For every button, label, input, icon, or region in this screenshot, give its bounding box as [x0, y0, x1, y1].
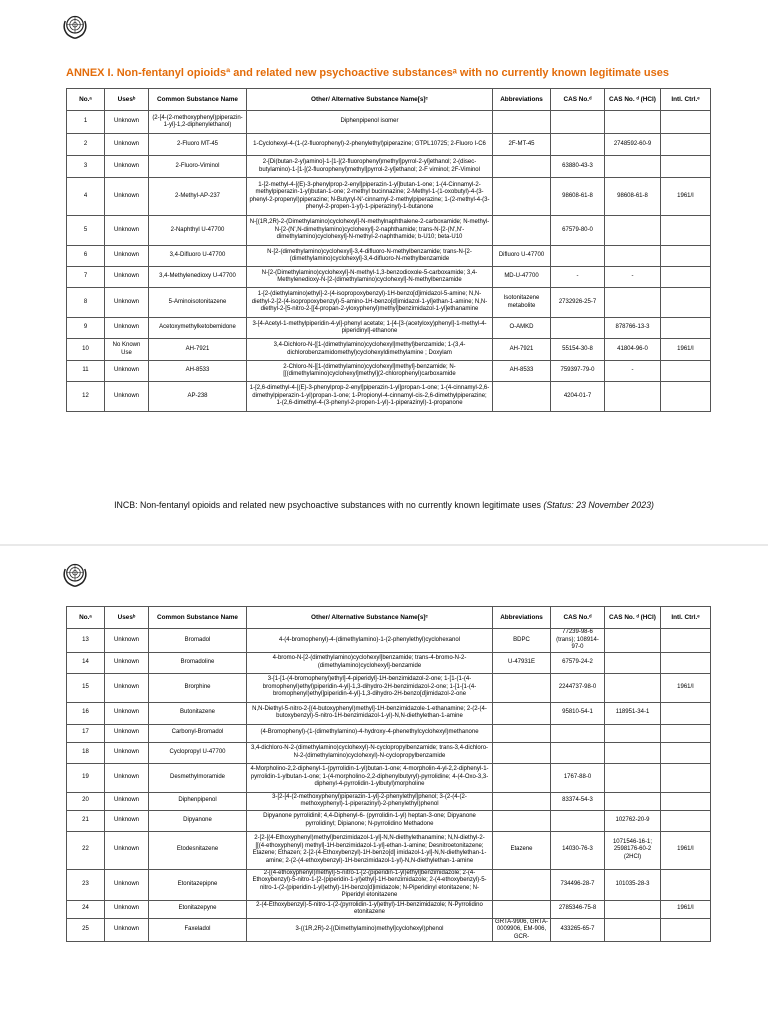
cell-other-names: N-[(1R,2R)-2-(Dimethylamino)cyclohexyl]-N-methylnaphthalene-2-carboxamide; N-methyl-N-[2-(N',N-dimethylamino)cyclohexyl]-2-naphthamide; trans-N-[2-(N',N'-dimethylamino)cyclohexyl]-N-methyl-2-naphthamide; b-U10; beta-U10 [247, 216, 493, 246]
cell-cas-hcl [605, 288, 661, 318]
cell-uses: Unknown [105, 792, 149, 810]
cell-intl-ctrl [661, 361, 711, 382]
cell-abbreviations [493, 810, 551, 831]
cell-cas [551, 742, 605, 763]
cell-uses: Unknown [105, 742, 149, 763]
cell-cas-hcl: 102762-20-9 [605, 810, 661, 831]
cell-no: 23 [67, 869, 105, 900]
cell-no: 8 [67, 288, 105, 318]
table-header-row [67, 607, 711, 629]
cell-intl-ctrl [661, 288, 711, 318]
cell-intl-ctrl [661, 382, 711, 412]
table-row [67, 339, 711, 361]
cell-abbreviations: Isotonitazene metabolite [493, 288, 551, 318]
cell-intl-ctrl: 1961/I [661, 673, 711, 702]
table-row [67, 267, 711, 288]
table-row [67, 763, 711, 792]
cell-no: 22 [67, 831, 105, 869]
table-row [67, 831, 711, 869]
cell-uses: Unknown [105, 156, 149, 178]
cell-intl-ctrl [661, 134, 711, 156]
cell-common-name: Desmethylmoramide [149, 763, 247, 792]
cell-abbreviations [493, 792, 551, 810]
cell-other-names: 3,4-dichloro-N-2-(dimethylamino)cyclohexyl)-N-cyclopropylbenzamide; trans-3,4-dichloro-N-2-(dimethylamino)cyclohexyl)-N-cyclopropylbenzamide [247, 742, 493, 763]
header-cas: CAS No.ᵈ [551, 607, 605, 629]
cell-common-name: Bromadol [149, 629, 247, 653]
cell-other-names: 1-[2,6-dimethyl-4-[(E)-3-phenylprop-2-enyl]piperazin-1-yl]propan-1-one; 1-(4-cinnamyl-2,6-dimethylpiperazin-1-yl)propan-1-one; 1-Propionyl-4-cinnamyl-cis-2,6-dimethylpiperazine; 1-(2,6-dimethyl-4-(3-phenyl-2-propen-1-yl)-1-piperazinyl)-1-propanone [247, 382, 493, 412]
cell-no: 4 [67, 178, 105, 216]
header-cas: CAS No.ᵈ [551, 89, 605, 111]
cell-cas-hcl: - [605, 267, 661, 288]
cell-intl-ctrl [661, 869, 711, 900]
cell-abbreviations [493, 900, 551, 918]
cell-cas-hcl [605, 724, 661, 742]
cell-uses: Unknown [105, 216, 149, 246]
table-row [67, 918, 711, 942]
table-row [67, 673, 711, 702]
header-common-name: Common Substance Name [149, 607, 247, 629]
cell-common-name: Etonitazepyne [149, 900, 247, 918]
cell-abbreviations [493, 763, 551, 792]
cell-no: 14 [67, 652, 105, 673]
cell-abbreviations [493, 702, 551, 724]
cell-common-name: Dipyanone [149, 810, 247, 831]
cell-other-names: N-[2-(Dimethylamino)cyclohexyl]-N-methyl-1,3-benzodioxole-5-carboxamide; 3,4-Methylenedioxy-N-[2-(dimethylamino)cyclohexyl]-N-methylbenzamide [247, 267, 493, 288]
table-row [67, 156, 711, 178]
cell-intl-ctrl [661, 111, 711, 134]
page-divider [0, 544, 768, 546]
cell-cas-hcl [605, 216, 661, 246]
cell-other-names: Diphenpipenol isomer [247, 111, 493, 134]
cell-common-name: AH-8533 [149, 361, 247, 382]
cell-intl-ctrl: 1961/I [661, 831, 711, 869]
cell-uses: Unknown [105, 900, 149, 918]
table-row [67, 810, 711, 831]
cell-abbreviations: AH-7921 [493, 339, 551, 361]
annex-title: ANNEX I. Non-fentanyl opioidsª and related new psychoactive substancesᵃ with no currently known legitimate uses [66, 67, 669, 79]
cell-no: 18 [67, 742, 105, 763]
cell-no: 25 [67, 918, 105, 942]
header-uses: Usesᵇ [105, 89, 149, 111]
cell-cas: 2244737-98-0 [551, 673, 605, 702]
table-row [67, 702, 711, 724]
cell-other-names: 4-bromo-N-[2-(dimethylamino)cyclohexyl]benzamide; trans-4-bromo-N-2-(dimethylamino)cyclohexyl]-benzamide [247, 652, 493, 673]
cell-cas: 734496-28-7 [551, 869, 605, 900]
cell-other-names: 3,4-Dichloro-N-{[1-(dimethylamino)cyclohexyl]methyl}benzamide; 1-(3,4-dichlorobenzamidomethyl)cyclohexyldimethylamine ; Doxylam [247, 339, 493, 361]
cell-other-names: 1-[2-(diethylamino)ethyl]-2-(4-isopropoxybenzyl)-1H-benzo[d]imidazol-5-amine; N,N-diethyl-2-[2-(4-isopropoxybenzyl)-5-amino-1H-benzo[d]imidazol-1-yl]ethan-1-amine; N,N-diethyl-2-[5-nitro-2-[[4-propan-2-yloxyphenyl)methyl]benzimidazol-1-yl]ethanamine [247, 288, 493, 318]
cell-common-name: Cyclopropyl U-47700 [149, 742, 247, 763]
cell-other-names: 2-[Di(butan-2-yl)amino]-1-[1-[(2-fluorophenyl)methyl]pyrrol-2-yl]ethanol; 2-(disec-butylamino)-1-[1-[(2-fluorophenyl)methyl]pyrrol-2-yl]ethanol; 2-F viminol; 2F-Viminol [247, 156, 493, 178]
cell-abbreviations: GRTA-9906, GRTA-0009906, EM-906, GCR- [493, 918, 551, 942]
cell-no: 1 [67, 111, 105, 134]
cell-cas [551, 724, 605, 742]
header-cas-hcl: CAS No. ᵈ (HCl) [605, 89, 661, 111]
cell-uses: Unknown [105, 111, 149, 134]
cell-common-name: 5-Aminoisotonitazene [149, 288, 247, 318]
cell-cas-hcl: - [605, 361, 661, 382]
cell-no: 7 [67, 267, 105, 288]
cell-common-name: Diphenpipenol [149, 792, 247, 810]
header-other-names: Other/ Alternative Substance Name[s]ᶜ [247, 607, 493, 629]
cell-cas-hcl [605, 629, 661, 653]
cell-cas: 433265-65-7 [551, 918, 605, 942]
cell-cas [551, 246, 605, 267]
cell-intl-ctrl: 1961/I [661, 339, 711, 361]
status-line [0, 500, 768, 510]
table-body-page-2 [67, 629, 711, 942]
cell-cas-hcl: 1071546-16-1; 2598176-60-2 (2HCl) [605, 831, 661, 869]
cell-intl-ctrl [661, 156, 711, 178]
cell-intl-ctrl: 1961/I [661, 178, 711, 216]
cell-common-name: AH-7921 [149, 339, 247, 361]
cell-common-name: Faxeladol [149, 918, 247, 942]
cell-uses: Unknown [105, 382, 149, 412]
cell-other-names: 4-Morpholino-2,2-diphenyl-1-(pyrrolidin-1-yl)butan-1-one; 4-morpholin-4-yl-2,2-diphenyl-1-pyrrolidin-1-ylbutan-1-one; 1-(4-morpholino-2,2-diphenylbutyryl)-pyrrolidine; 4-(4-Oxo-3,3-diphenyl-4-pyrrolidin-1-ylbutyl)morpholine [247, 763, 493, 792]
cell-common-name: Carbonyl-Bromadol [149, 724, 247, 742]
table-row [67, 629, 711, 653]
cell-no: 11 [67, 361, 105, 382]
cell-cas: 77239-98-6 (trans); 108914-97-0 [551, 629, 605, 653]
document-page-2 [0, 548, 768, 1024]
header-cas-hcl: CAS No. ᵈ (HCl) [605, 607, 661, 629]
cell-cas: 759397-79-0 [551, 361, 605, 382]
table-row [67, 134, 711, 156]
header-abbreviations: Abbreviations [493, 89, 551, 111]
cell-intl-ctrl [661, 763, 711, 792]
cell-cas-hcl [605, 246, 661, 267]
cell-common-name: 3,4-Difluoro U-47700 [149, 246, 247, 267]
cell-intl-ctrl [661, 246, 711, 267]
table-body-page-1 [67, 111, 711, 412]
cell-cas-hcl [605, 918, 661, 942]
cell-intl-ctrl [661, 652, 711, 673]
header-other-names: Other/ Alternative Substance Name[s]ᶜ [247, 89, 493, 111]
table-row [67, 724, 711, 742]
header-uses: Usesᵇ [105, 607, 149, 629]
cell-abbreviations: U-47931E [493, 652, 551, 673]
cell-abbreviations: AH-8533 [493, 361, 551, 382]
header-abbreviations: Abbreviations [493, 607, 551, 629]
cell-common-name: Bromadoline [149, 652, 247, 673]
cell-common-name: Etonitazepipne [149, 869, 247, 900]
cell-cas: 2732926-25-7 [551, 288, 605, 318]
cell-no: 6 [67, 246, 105, 267]
cell-abbreviations [493, 156, 551, 178]
un-emblem-logo [60, 12, 90, 42]
table-header-row [67, 89, 711, 111]
table-row [67, 216, 711, 246]
cell-uses: No Known Use [105, 339, 149, 361]
cell-abbreviations [493, 178, 551, 216]
header-common-name: Common Substance Name [149, 89, 247, 111]
table-row [67, 318, 711, 339]
cell-common-name: 2-Fluoro-Viminol [149, 156, 247, 178]
cell-cas-hcl [605, 111, 661, 134]
cell-abbreviations [493, 111, 551, 134]
cell-common-name: AP-238 [149, 382, 247, 412]
cell-uses: Unknown [105, 763, 149, 792]
cell-abbreviations [493, 869, 551, 900]
cell-other-names: 2-Chloro-N-[[1-(dimethylamino)cyclohexyl]methyl]-benzamide; N-[[(dimethylamino)cyclohexyl]methyl](2-chlorophenyl)carboxamide [247, 361, 493, 382]
cell-no: 15 [67, 673, 105, 702]
table-row [67, 178, 711, 216]
cell-cas-hcl [605, 156, 661, 178]
cell-cas [551, 134, 605, 156]
status-date: (Status: 23 November 2023) [543, 500, 654, 510]
cell-abbreviations [493, 382, 551, 412]
table-row [67, 652, 711, 673]
header-intl-ctrl: Intl. Ctrl.ᵉ [661, 607, 711, 629]
header-intl-ctrl: Intl. Ctrl.ᵉ [661, 89, 711, 111]
cell-uses: Unknown [105, 831, 149, 869]
cell-cas: 63880-43-3 [551, 156, 605, 178]
cell-common-name: Etodesnitazene [149, 831, 247, 869]
cell-uses: Unknown [105, 246, 149, 267]
cell-uses: Unknown [105, 178, 149, 216]
cell-common-name: 2-Fluoro MT-45 [149, 134, 247, 156]
cell-cas: 2785346-75-8 [551, 900, 605, 918]
cell-other-names: 4-(4-bromophenyl)-4-(dimethylamino)-1-(2-phenylethyl)cyclohexanol [247, 629, 493, 653]
table-row [67, 869, 711, 900]
cell-cas: 4204-01-7 [551, 382, 605, 412]
cell-cas-hcl [605, 652, 661, 673]
cell-cas-hcl [605, 792, 661, 810]
cell-intl-ctrl [661, 724, 711, 742]
cell-intl-ctrl [661, 792, 711, 810]
cell-other-names: (4-Bromophenyl)-(1-(dimethylamino)-4-hydroxy-4-phenethylcyclohexyl)methanone [247, 724, 493, 742]
cell-no: 20 [67, 792, 105, 810]
cell-other-names: N-[2-(dimethylamino)cyclohexyl]-3,4-difluoro-N-methylbenzamide; trans-N-[2-(dimethylamino)cyclohexyl]-3,4-difluoro-N-methylbenzamide [247, 246, 493, 267]
cell-common-name: 2-Methyl-AP-237 [149, 178, 247, 216]
cell-no: 2 [67, 134, 105, 156]
cell-cas: - [551, 267, 605, 288]
cell-no: 9 [67, 318, 105, 339]
cell-other-names: 3-[2-[4-(2-methoxyphenyl)piperazin-1-yl]-2-phenylethyl]phenol; 3-(2-(4-(2-methoxyphenyl)-1-piperazinyl)-2-phenylethyl)phenol [247, 792, 493, 810]
cell-other-names: 1-Cyclohexyl-4-(1-(2-fluorophenyl)-2-phenylethyl)piperazine; GTPL10725; 2-Fluoro I-C6 [247, 134, 493, 156]
cell-common-name: Acetoxymethylketobemidone [149, 318, 247, 339]
table-row [67, 111, 711, 134]
cell-intl-ctrl [661, 318, 711, 339]
cell-no: 13 [67, 629, 105, 653]
cell-intl-ctrl: 1961/I [661, 900, 711, 918]
cell-cas-hcl [605, 382, 661, 412]
cell-cas-hcl [605, 673, 661, 702]
cell-common-name: 3,4-Methylenedioxy U-47700 [149, 267, 247, 288]
cell-intl-ctrl [661, 702, 711, 724]
table-row [67, 288, 711, 318]
cell-no: 21 [67, 810, 105, 831]
cell-cas: 67579-80-0 [551, 216, 605, 246]
cell-other-names: N,N-Diethyl-5-nitro-2-[(4-butoxyphenyl)methyl]-1H-benzimidazole-1-ethanamine; 2-(2-(4-butoxybenzyl)-5-nitro-1H-benzimidazol-1-yl)-N,N-diethylethan-1-amine [247, 702, 493, 724]
table-row [67, 361, 711, 382]
table-row [67, 900, 711, 918]
cell-other-names: 3-((1R,2R)-2-[(Dimethylamino)methyl]cyclohexyl)phenol [247, 918, 493, 942]
cell-common-name: Butonitazene [149, 702, 247, 724]
cell-cas: 98608-61-8 [551, 178, 605, 216]
header-no: No.ᵃ [67, 89, 105, 111]
cell-uses: Unknown [105, 673, 149, 702]
cell-other-names: 3-[4-Acetyl-1-methylpiperidin-4-yl]-phenyl acetate; 1-[4-[3-(acetyloxy)phenyl]-1-methyl-4-piperidinyl]-ethanone [247, 318, 493, 339]
cell-intl-ctrl [661, 216, 711, 246]
cell-intl-ctrl [661, 918, 711, 942]
table-row [67, 742, 711, 763]
cell-common-name: (2-[4-(2-methoxyphenyl)piperazin-1-yl]-1,2-diphenylethanol) [149, 111, 247, 134]
cell-uses: Unknown [105, 724, 149, 742]
cell-uses: Unknown [105, 629, 149, 653]
cell-common-name: Brorphine [149, 673, 247, 702]
cell-cas: 55154-30-8 [551, 339, 605, 361]
table-row [67, 246, 711, 267]
cell-no: 3 [67, 156, 105, 178]
cell-cas: 67579-24-2 [551, 652, 605, 673]
cell-no: 19 [67, 763, 105, 792]
cell-cas: 14030-76-3 [551, 831, 605, 869]
cell-other-names: Dipyanone pyrrolidinil; 4,4-Diphenyl-6- (pyrrolidin-1-yl) heptan-3-one; Dipyanone pyrrolidinyl; Dipianone; N-pyrrolidino Methadone [247, 810, 493, 831]
cell-cas-hcl: 98608-61-8 [605, 178, 661, 216]
cell-other-names: 3-[1-[1-(4-bromophenyl)ethyl]-4-piperidyl]-1H-benzimidazol-2-one; 1-[1-(1-(4-bromophenyl)ethyl)piperidin-4-yl]-1,3-dihydro-2H-benzimidazol-2-one; 1-[1-[1-(4-bromophenyl)ethyl]piperidin-4-yl]-1,3-dihydro-2H-benzo[d]imidazol-2-one [247, 673, 493, 702]
cell-no: 24 [67, 900, 105, 918]
substances-table-page-2 [66, 606, 711, 942]
cell-no: 5 [67, 216, 105, 246]
cell-cas: 95810-54-1 [551, 702, 605, 724]
cell-other-names: 2-(4-Ethoxybenzyl)-5-nitro-1-(2-(pyrrolidin-1-yl)ethyl)-1H-benzimidazole; N-Pyrrolidino etonitazene [247, 900, 493, 918]
cell-cas-hcl: 878766-13-3 [605, 318, 661, 339]
cell-no: 17 [67, 724, 105, 742]
cell-abbreviations [493, 724, 551, 742]
cell-cas-hcl [605, 742, 661, 763]
cell-uses: Unknown [105, 869, 149, 900]
un-emblem-logo [60, 560, 90, 590]
cell-cas-hcl: 101035-28-3 [605, 869, 661, 900]
cell-abbreviations: MD-U-47700 [493, 267, 551, 288]
cell-abbreviations: 2F-MT-45 [493, 134, 551, 156]
cell-cas-hcl: 118951-34-1 [605, 702, 661, 724]
cell-no: 16 [67, 702, 105, 724]
header-no: No.ᵃ [67, 607, 105, 629]
cell-cas-hcl [605, 763, 661, 792]
table-row [67, 792, 711, 810]
cell-abbreviations [493, 673, 551, 702]
cell-abbreviations [493, 216, 551, 246]
cell-cas: 83374-54-3 [551, 792, 605, 810]
cell-other-names: 2-[2-[(4-Ethoxyphenyl)methyl]benzimidazol-1-yl]-N,N-diethylethanamine; N,N-diethyl-2-[[(4-ethoxyphenyl) methyl]-1H-benzimidazol-1-yl]-ethan-1-amine; Desnitroetonitazene; Etazene; Ethazen; 2-[2-(4-Ethoxybenzyl)-1H-benzo[d] imidazol-1-yl]-N,N-diethylethan-1-amine; 2-(2-(4-ethoxybenzyl)-1H-benzimidazol-1-yl)-N,N-diethylethan-1-amine [247, 831, 493, 869]
cell-uses: Unknown [105, 288, 149, 318]
status-text: INCB: Non-fentanyl opioids and related new psychoactive substances with no currently known legitimate uses [114, 500, 544, 510]
cell-cas [551, 111, 605, 134]
table-row [67, 382, 711, 412]
cell-uses: Unknown [105, 918, 149, 942]
cell-uses: Unknown [105, 702, 149, 724]
cell-intl-ctrl [661, 629, 711, 653]
cell-abbreviations [493, 742, 551, 763]
cell-other-names: 1-[2-methyl-4-[(E)-3-phenylprop-2-enyl]piperazin-1-yl]butan-1-one; 1-(4-Cinnamyl-2-methylpiperazin-1-yl)butan-1-one; 2-methyl bucinnazine; 2-Methyl-1-(1-oxobutyl)-4-(3-phenyl-2-propenyl)piperazine; N-Butyryl-N'-cinnamyl-2-methylpiperazine; 1-(2-methyl-4-(3-phenyl-2-propen-1-yl)-1-piperazinyl)-1-butanone [247, 178, 493, 216]
cell-abbreviations: Etazene [493, 831, 551, 869]
cell-uses: Unknown [105, 318, 149, 339]
cell-common-name: 2-Naphthyl U-47700 [149, 216, 247, 246]
cell-uses: Unknown [105, 652, 149, 673]
cell-cas [551, 810, 605, 831]
cell-cas-hcl: 41804-96-0 [605, 339, 661, 361]
cell-abbreviations: BDPC [493, 629, 551, 653]
cell-cas-hcl [605, 900, 661, 918]
cell-cas: 1767-88-0 [551, 763, 605, 792]
cell-no: 10 [67, 339, 105, 361]
cell-cas [551, 318, 605, 339]
cell-cas-hcl: 2748592-60-9 [605, 134, 661, 156]
cell-intl-ctrl [661, 267, 711, 288]
cell-uses: Unknown [105, 267, 149, 288]
cell-other-names: 2-[(4-ethoxyphenyl)methyl]-5-nitro-1-[2-(piperidin-1-yl)ethyl]benzimidazole; 2-(4-Ethoxybenzyl)-5-nitro-1-[2-(piperidin-1-yl)ethyl]-1H-benzimidazole; 2-(4-ethoxybenzyl)-5-nitro-1-(2-(piperidin-1-yl)ethyl)-1H-benzo[d]imidazole; N-Piperidinyl etonitazene; N-Piperidyl etonitazene [247, 869, 493, 900]
cell-uses: Unknown [105, 810, 149, 831]
cell-abbreviations: Difluoro U-47700 [493, 246, 551, 267]
cell-abbreviations: O-AMKD [493, 318, 551, 339]
cell-intl-ctrl [661, 810, 711, 831]
cell-uses: Unknown [105, 361, 149, 382]
cell-uses: Unknown [105, 134, 149, 156]
cell-no: 12 [67, 382, 105, 412]
cell-intl-ctrl [661, 742, 711, 763]
substances-table-page-1 [66, 88, 711, 412]
